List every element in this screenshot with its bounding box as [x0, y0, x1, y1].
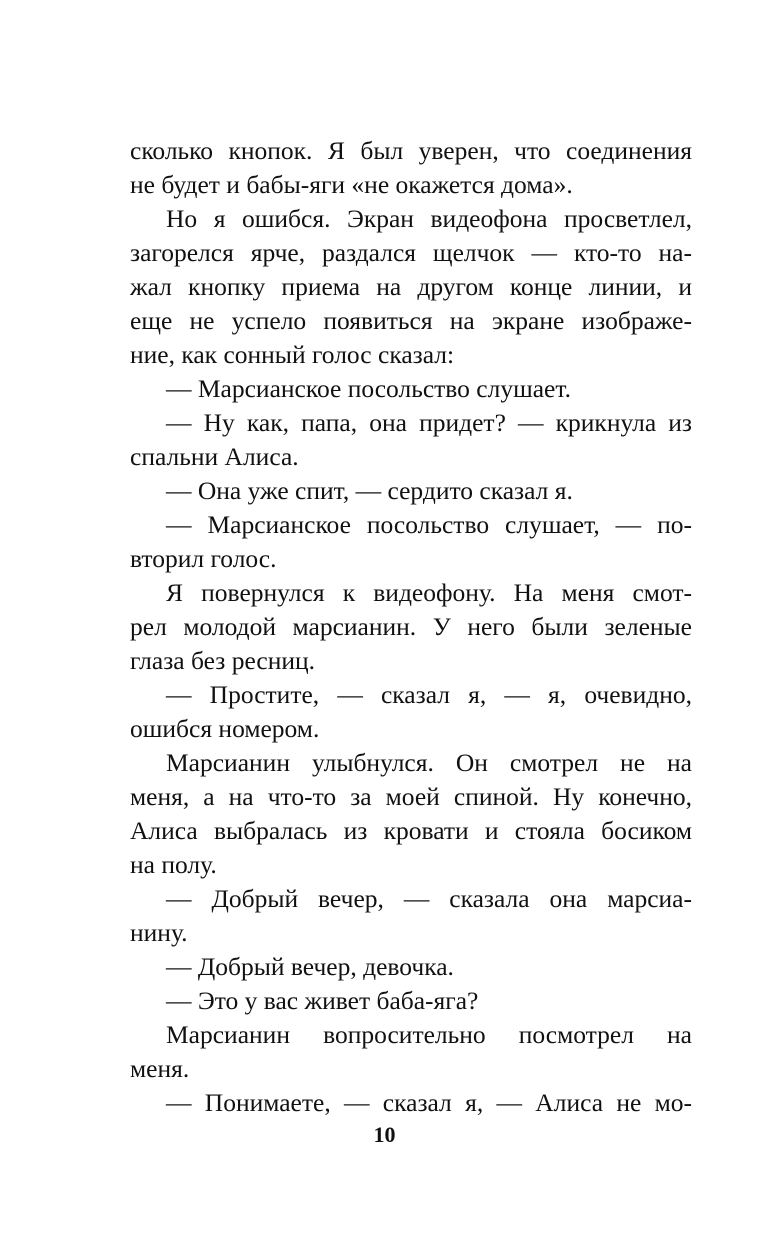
text-line: — Понимаете, — сказал я, — Алиса не мо-	[166, 1088, 692, 1117]
text-line: Марсианин вопросительно посмотрел на	[166, 1020, 692, 1049]
text-line: нину.	[130, 918, 188, 947]
text-line: вторил голос.	[130, 544, 277, 573]
page-number: 10	[373, 1122, 396, 1147]
text-line: Но я ошибся. Экран видеофона просветлел,	[166, 204, 692, 233]
text-line: загорелся ярче, раздался щелчок — кто-то на-	[130, 238, 692, 267]
body-text	[130, 134, 692, 1120]
text-line: ошибся номером.	[130, 714, 320, 743]
text-line: жал кнопку приема на другом конце линии, и	[130, 272, 692, 301]
text-line: еще не успело появиться на экране изображе-	[130, 306, 692, 335]
text-line: не будет и бабы-яги «не окажется дома».	[130, 170, 573, 199]
text-line: меня.	[130, 1054, 190, 1083]
text-line: — Марсианское посольство слушает.	[166, 374, 571, 403]
text-line: рел молодой марсианин. У него были зеленые	[130, 612, 692, 641]
text-line: Марсианин улыбнулся. Он смотрел не на	[166, 748, 692, 777]
text-line: — Марсианское посольство слушает, — по-	[166, 510, 692, 539]
text-line: — Это у вас живет баба-яга?	[166, 986, 479, 1015]
text-line: — Добрый вечер, — сказала она марсиа-	[166, 884, 692, 913]
text-line: на полу.	[130, 850, 217, 879]
text-line: меня, а на что-то за моей спиной. Ну конечно,	[130, 782, 692, 811]
text-line: — Добрый вечер, девочка.	[166, 952, 454, 981]
text-line: Я повернулся к видеофону. На меня смот-	[166, 578, 692, 607]
text-line: ние, как сонный голос сказал:	[130, 340, 455, 369]
text-line: — Она уже спит, — сердито сказал я.	[166, 476, 573, 505]
text-line: сколько кнопок. Я был уверен, что соединения	[130, 136, 692, 165]
text-line: — Простите, — сказал я, — я, очевидно,	[166, 680, 692, 709]
text-line: Алиса выбралась из кровати и стояла босиком	[130, 816, 692, 845]
text-line: глаза без ресниц.	[130, 646, 316, 675]
text-line: — Ну как, папа, она придет? — крикнула из	[166, 408, 692, 437]
text-line: спальни Алиса.	[130, 442, 299, 471]
